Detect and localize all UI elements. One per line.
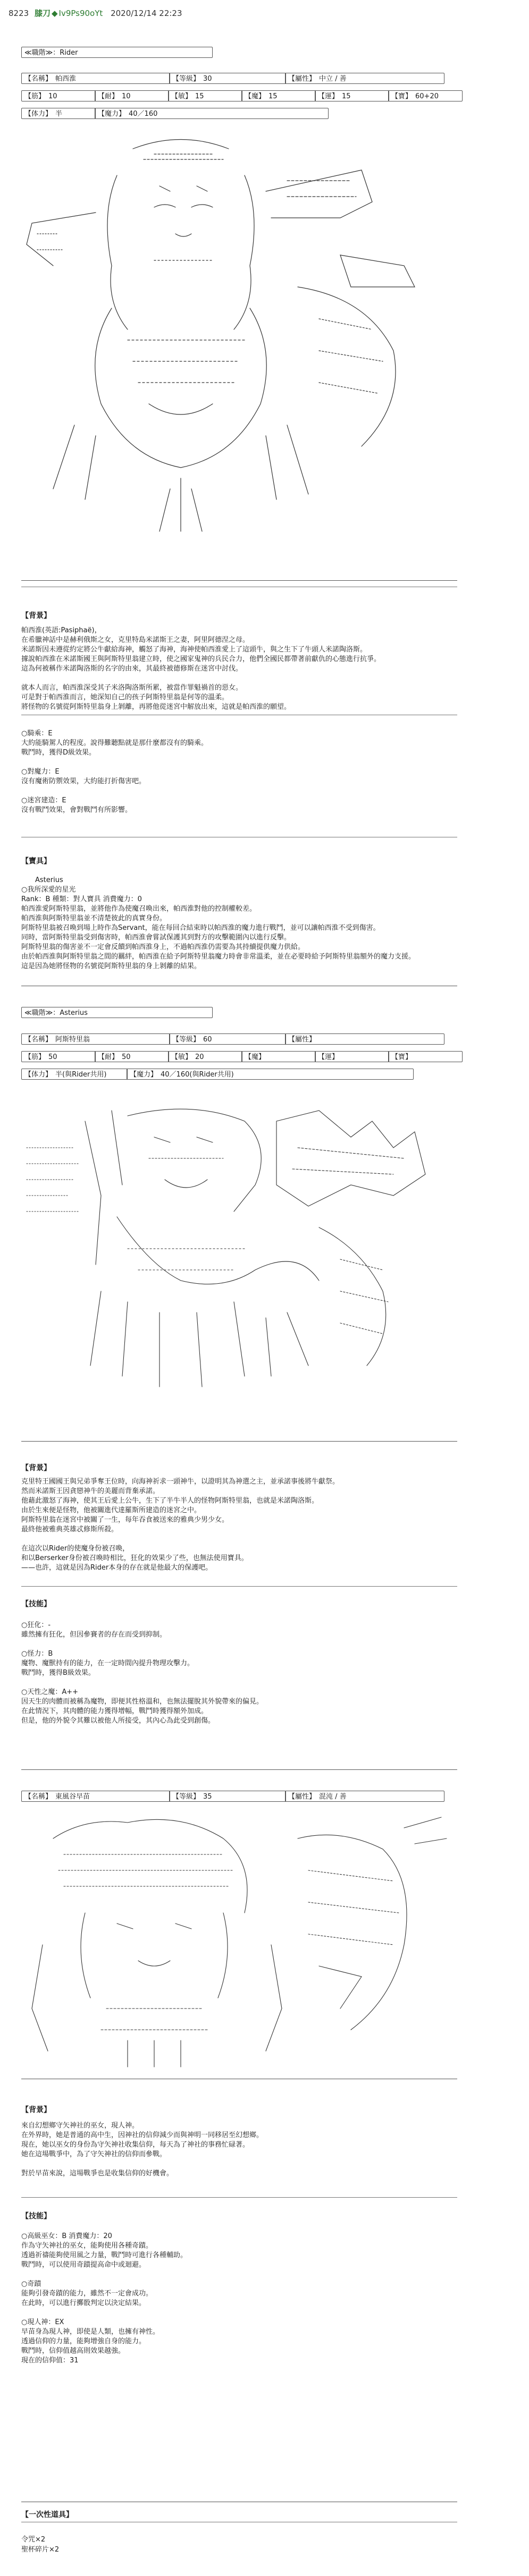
rider-background-title: 【背景】 — [21, 612, 51, 620]
rider-bg-line: 就本人而言，帕西淮深受其子米洛陶洛斯所累，被當作罪魁禍首的惡女。 — [21, 684, 243, 692]
third-skill-line: 作為守矢神社的巫女，能夠使用各種奇蹟。 — [21, 2242, 153, 2250]
rider-np-line: 這是因為她將怪物的名號從阿斯特里翁的身上剝離的結果。 — [21, 962, 201, 970]
asterius-ascii-art — [21, 1089, 447, 1419]
rider-bg-line: 將怪物的名號從阿斯特里翁身上剝離，再將他從迷宮中解放出來，這就是帕西淮的願望。 — [21, 703, 291, 711]
asterius-align-label: 【屬性】 — [288, 1036, 316, 1044]
asterius-np-box — [388, 1051, 463, 1062]
asterius-bg-line: 他藉此激怒了海神，使其王后愛上公牛，生下了半牛半人的怪物阿斯特里翁，也就是米諾陶洛斯。 — [21, 1497, 319, 1505]
rider-hp-box — [21, 108, 96, 119]
asterius-level-label: 【等級】 — [172, 1036, 200, 1044]
third-name-label: 【名稱】 — [24, 1793, 53, 1801]
third-align-label: 【屬性】 — [288, 1793, 316, 1801]
asterius-str-value: 50 — [48, 1053, 57, 1061]
asterius-skill-line: 但是，他的外貌令其難以被他人所接受，其內心為此受到創傷。 — [21, 1717, 215, 1725]
third-divider-2 — [21, 2197, 457, 2198]
rider-np-rank: Rank：B 種類：對人寶具 消費魔力：0 — [21, 895, 142, 903]
footer-item: 聖杯碎片×2 — [21, 2546, 60, 2554]
third-level-label: 【等級】 — [172, 1793, 200, 1801]
third-bg-line: 她在這場戰爭中，為了守矢神社的信仰而參戰。 — [21, 2150, 167, 2158]
trip-code: Iv9Ps90oYt — [58, 9, 103, 18]
asterius-divider-2 — [21, 1586, 457, 1587]
rider-name-label: 【名稱】 — [24, 75, 53, 83]
rider-mp-label: 【魔力】 — [98, 110, 126, 118]
rider-bg-line: 這為何被稱作米諾陶洛斯的名字的由來，其最終被德修斯在迷宮中討伐。 — [21, 665, 243, 673]
asterius-agi-label: 【敏】 — [171, 1053, 192, 1061]
footer-items — [21, 2535, 59, 2555]
rider-np-line: 同時，當阿斯特里翁受到傷害時，帕西淮會嘗試保護其到對方的攻擊範圍內以進行反擊。 — [21, 934, 291, 942]
asterius-bg-line: 然而米諾斯王因貪戀神牛的美麗而背棄承諾。 — [21, 1487, 160, 1495]
rider-ascii-art — [21, 128, 447, 553]
rider-agi-value: 15 — [195, 92, 204, 100]
rider-skill-line: 沒有戰鬥效果，會對戰鬥有所影響。 — [21, 806, 132, 814]
asterius-name-box — [21, 1033, 170, 1045]
rider-align-label: 【屬性】 — [288, 75, 316, 83]
rider-luck-label: 【運】 — [318, 92, 339, 100]
rider-hp-value: 半 — [55, 110, 63, 118]
rider-str-value: 10 — [48, 92, 57, 100]
asterius-hp-box — [21, 1069, 128, 1080]
asterius-skill-line: 戰鬥時，獲得B級效果。 — [21, 1669, 95, 1677]
asterius-agi-box — [168, 1051, 242, 1062]
asterius-background-title: 【背景】 — [21, 1464, 51, 1472]
rider-np-text — [21, 876, 415, 971]
rider-mag-label: 【魔】 — [245, 92, 266, 100]
third-skills — [21, 2232, 187, 2366]
rider-np-line: 帕西淮愛阿斯特里翁，並將他作為使魔召喚出來，帕西淮對他的控制權較差。 — [21, 905, 257, 913]
asterius-end-value: 50 — [122, 1053, 131, 1061]
asterius-bg-line: 在這次以Rider的使魔身份被召喚， — [21, 1545, 130, 1553]
asterius-name-value: 阿斯特里翁 — [55, 1036, 90, 1044]
rider-agi-label: 【敏】 — [171, 92, 192, 100]
asterius-name-label: 【名稱】 — [24, 1036, 53, 1044]
third-background-text — [21, 2121, 263, 2179]
third-bg-line: 來自幻想鄉守矢神社的巫女，現人神。 — [21, 2122, 139, 2130]
rider-divider-1 — [21, 580, 457, 581]
asterius-skill-name: ○天性之魔：A++ — [21, 1688, 79, 1696]
third-skill-line: 透過祈禱能夠使用風之力量，戰鬥時可進行各種輔助。 — [21, 2251, 188, 2259]
third-name-value: 東風谷早苗 — [55, 1793, 90, 1801]
rider-align-value: 中立 / 善 — [319, 75, 347, 83]
third-background-title: 【背景】 — [21, 2106, 51, 2114]
third-skill-name: ○奇蹟 — [21, 2280, 41, 2288]
third-name-box — [21, 1791, 170, 1802]
rider-mag-box — [241, 90, 316, 101]
asterius-bg-line: 和以Berserker身份被召喚時相比，狂化的效果少了些，也無法使用寶具。 — [21, 1554, 248, 1562]
rider-luck-value: 15 — [342, 92, 351, 100]
rider-skills — [21, 729, 208, 815]
third-skill-line: 現在的信仰值：31 — [21, 2357, 79, 2365]
rider-np-label: 【寶】 — [391, 92, 413, 100]
rider-bg-line: 帕西淮(英語:Pasiphaë)， — [21, 626, 102, 634]
asterius-str-box — [21, 1051, 96, 1062]
rider-np-name-en: Asterius — [35, 876, 63, 884]
rider-skill-name: ○對魔力：E — [21, 768, 60, 776]
asterius-alignment-box — [285, 1033, 444, 1045]
poster-name[interactable]: 膝刀 — [34, 9, 51, 18]
asterius-background-text — [21, 1477, 339, 1573]
asterius-skill-line: 雖然擁有狂化，但因參賽者的存在而受到抑制。 — [21, 1631, 167, 1639]
rider-np-box — [388, 90, 463, 101]
asterius-level-box — [169, 1033, 286, 1045]
post-header — [9, 7, 182, 19]
rider-mp-box — [95, 108, 329, 119]
rider-name-box — [21, 73, 170, 84]
asterius-skill-line: 在此情況下，其肉體的能力獲得增幅，戰鬥時獲得額外加成。 — [21, 1707, 208, 1715]
rider-hp-label: 【体力】 — [24, 110, 53, 118]
third-skill-line: 能夠引發奇蹟的能力，雖然不一定會成功。 — [21, 2290, 153, 2298]
third-skill-line: 戰鬥時，信仰值越高則效果越強。 — [21, 2347, 125, 2355]
footer-item: 令咒×2 — [21, 2536, 46, 2544]
asterius-skill-name: ○狂化：- — [21, 1621, 51, 1629]
third-skill-name: ○高級巫女：B 消費魔力：20 — [21, 2232, 112, 2240]
asterius-skills — [21, 1621, 263, 1726]
rider-class-box — [21, 47, 213, 58]
asterius-class-box — [21, 1007, 213, 1018]
asterius-bg-line: 由於生來便是怪物，他被關進代達羅斯所建造的迷宮之中。 — [21, 1506, 201, 1514]
asterius-bg-line: 阿斯特里翁在迷宮中被關了一生，每年吞食被送來的雅典少男少女。 — [21, 1516, 229, 1524]
asterius-luck-label: 【運】 — [318, 1053, 339, 1061]
third-bg-line: 對於早苗來說，這場戰爭也是收集信仰的好機會。 — [21, 2170, 174, 2177]
rider-np-line: 阿斯特里翁的傷害並不一定會反饋到帕西淮身上，不過帕西淮仍需要為其持續提供魔力供給。 — [21, 943, 305, 951]
third-bg-line: 在外界時，她是普通的高中生，因神社的信仰減少而與神明一同移居至幻想鄉。 — [21, 2131, 264, 2139]
third-bg-line: 現在，她以巫女的身份為守矢神社收集信仰，每天為了神社的事務忙碌著。 — [21, 2141, 250, 2149]
asterius-str-label: 【筋】 — [24, 1053, 46, 1061]
asterius-mp-value: 40／160(與Rider共用) — [161, 1071, 234, 1079]
rider-str-box — [21, 90, 96, 101]
rider-np-line: 帕西淮與阿斯特里翁並不清楚彼此的真實身份。 — [21, 914, 167, 922]
trip-mark: ◆ — [51, 9, 58, 18]
asterius-agi-value: 20 — [195, 1053, 204, 1061]
rider-str-label: 【筋】 — [24, 92, 46, 100]
third-level-box — [169, 1791, 286, 1802]
post-number: 8223 — [9, 9, 29, 18]
third-skill-name: ○現人神：EX — [21, 2318, 64, 2326]
rider-class: ≪職階≫：Rider — [24, 49, 78, 57]
asterius-end-label: 【耐】 — [98, 1053, 119, 1061]
third-alignment-box — [285, 1791, 444, 1802]
third-align-value: 混沌 / 善 — [319, 1793, 347, 1801]
third-ascii-art — [21, 1807, 457, 2072]
rider-np-line: 由於帕西淮與阿斯特里翁之間的羈絆，帕西淮在給予阿斯特里翁魔力時會非常溫柔，並在必要時給予阿斯特里翁額外的魔力支援。 — [21, 953, 416, 961]
third-level-value: 35 — [203, 1793, 212, 1801]
rider-name-value: 帕西淮 — [55, 75, 77, 83]
asterius-np-label: 【寶】 — [391, 1053, 413, 1061]
rider-level-label: 【等級】 — [172, 75, 200, 83]
third-skill-line: 早苗身為現人神，即使是人類，也擁有神性。 — [21, 2328, 160, 2336]
asterius-bg-line: 克里特王國國王與兄弟爭奪王位時，向海神祈求一頭神牛，以證明其為神選之主，並承諾事後將牛獻祭。 — [21, 1478, 340, 1486]
rider-bg-line: 可是對于帕西淮而言，她深知自己的孩子阿斯特里翁是何等的溫柔。 — [21, 693, 229, 701]
rider-skill-line: 戰鬥時，獲得D級效果。 — [21, 749, 96, 757]
third-skill-title: 【技能】 — [21, 2212, 51, 2221]
asterius-skill-line: 魔物、魔獸持有的能力，在一定時間內提升物理攻擊力。 — [21, 1659, 195, 1667]
asterius-mag-label: 【魔】 — [245, 1053, 266, 1061]
rider-skill-name: ○迷宮建造：E — [21, 796, 66, 804]
third-skill-line: 戰鬥時，可以使用奇蹟提高命中或迴避。 — [21, 2261, 146, 2269]
rider-np-name: ○我所深愛的星光 — [21, 886, 76, 894]
rider-np-title: 【寶具】 — [21, 857, 51, 866]
post-date: 2020/12/14 22:23 — [111, 9, 182, 18]
rider-end-box — [95, 90, 169, 101]
asterius-end-box — [95, 1051, 169, 1062]
rider-level-box — [169, 73, 286, 84]
third-skill-line: 透過信仰的力量，能夠增強自身的能力。 — [21, 2337, 146, 2345]
rider-np-line: 阿斯特里翁被召喚到場上時作為Servant，能在每回合結束時以帕西淮的魔力進行戰鬥，並可以讓帕西淮不受到傷害。 — [21, 924, 380, 932]
third-skill-line: 在此時，可以進行擲骰判定以決定結果。 — [21, 2299, 146, 2307]
asterius-mp-label: 【魔力】 — [130, 1071, 158, 1079]
asterius-skill-line: 因天生的肉體而被稱為魔物，即便其性格溫和，也無法擺脫其外貌帶來的偏見。 — [21, 1698, 264, 1706]
rider-mp-value: 40／160 — [129, 110, 158, 118]
rider-luck-box — [315, 90, 389, 101]
rider-bg-line: 在希臘神話中是赫利俄斯之女，克里特島米諾斯王之妻，阿里阿德涅之母。 — [21, 636, 250, 644]
rider-level-value: 30 — [203, 75, 212, 83]
asterius-mag-box — [241, 1051, 316, 1062]
rider-mag-value: 15 — [268, 92, 278, 100]
rider-bg-line: 據說帕西淮在米諾斯國王與阿斯特里翁建立時，使之國家鬼神的兵民合力，他們全國民都帶著前獻仇的心態進行抗爭。 — [21, 655, 381, 663]
asterius-mp-box — [127, 1069, 414, 1080]
rider-np-value: 60+20 — [415, 92, 439, 100]
rider-end-label: 【耐】 — [98, 92, 119, 100]
rider-skill-line: 沒有魔術防禦效果，大約能打折傷害吧。 — [21, 777, 146, 785]
rider-skill-name: ○騎乘：E — [21, 730, 53, 738]
asterius-bg-line: ——也許，這就是因為Rider本身的存在就是他最大的保護吧。 — [21, 1564, 213, 1572]
asterius-skill-title: 【技能】 — [21, 1600, 51, 1608]
asterius-divider-3 — [21, 1769, 457, 1770]
asterius-luck-box — [315, 1051, 389, 1062]
footer-title: 【一次性道具】 — [21, 2511, 73, 2519]
asterius-hp-label: 【体力】 — [24, 1071, 53, 1079]
rider-end-value: 10 — [122, 92, 131, 100]
rider-background-text — [21, 626, 381, 712]
asterius-skill-name: ○怪力：B — [21, 1650, 53, 1658]
rider-skill-line: 大約能騎駕人的程度。說得難聽點就是那什麼都沒有的騎乘。 — [21, 739, 208, 747]
asterius-class: ≪職階≫：Asterius — [24, 1009, 88, 1017]
rider-alignment-box — [285, 73, 444, 84]
asterius-hp-value: 半(與Rider共用) — [55, 1071, 107, 1079]
asterius-bg-line: 最終他被雅典英雄忒修斯所殺。 — [21, 1526, 119, 1533]
asterius-divider-1 — [21, 1441, 457, 1442]
rider-bg-line: 米諾斯因未遵從約定將公牛獻給海神，觸怒了海神，海神使帕西淮愛上了這頭牛，與之生下了牛頭人米諾陶洛斯。 — [21, 646, 367, 654]
asterius-level-value: 60 — [203, 1036, 212, 1044]
rider-agi-box — [168, 90, 242, 101]
